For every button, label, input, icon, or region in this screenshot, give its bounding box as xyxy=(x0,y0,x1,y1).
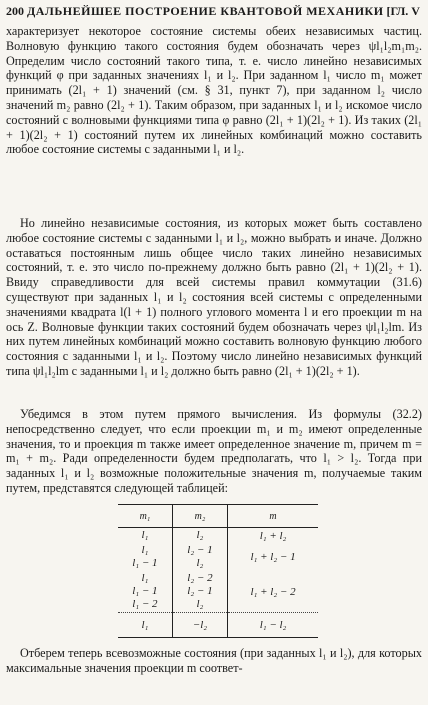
cell-m: l₁ + l₂ xyxy=(228,528,318,544)
column-header-m: m xyxy=(228,505,318,528)
cell-value: l₁ xyxy=(141,529,149,541)
cell-value: l₂ − 1 xyxy=(187,544,213,556)
paragraph-4 xyxy=(6,646,422,676)
cell-m1 xyxy=(118,528,172,544)
paragraph-text: Отберем теперь всевозможные состояния (при заданных l₁ и l₂), для которых максимальные значения проекции m соответ- xyxy=(6,646,422,675)
column-header-m2: m₂ xyxy=(172,505,227,528)
paragraph-3 xyxy=(6,407,422,496)
table-row xyxy=(118,543,318,571)
cell-value: l₁ − 2 xyxy=(132,598,158,610)
cell-value: l₂ − 2 xyxy=(187,572,213,584)
column-header-m1: m₁ xyxy=(118,505,172,528)
chapter-label: [ГЛ. V xyxy=(386,3,420,18)
cell-value: l₂ − 1 xyxy=(187,585,213,597)
paragraph-text: Но линейно независимые состояния, из которых может быть составлено любое состояние системы с заданными l₁ и l₂, можно выбрать и иначе. Должно оставаться постоянным лишь общее число таких линейно независимых состояний, т. е. это число по-прежнему должно быть равно (2l₁ + 1)(2l₂ + 1). Ввиду справедливости для всей системы правил коммутации (31.6) существуют при заданных l₁ и l₂ состояния всей системы с определенными значениями квадрата l(l + 1) полного углового момента l и его проекции m на ось Z. Волновые функции таких состояний будем обозначать через ψl₁l₂lm. Из них путем линейных комбинаций можно составить волновую функцию любого состояния с заданными l₁ и l₂. Поэтому число линейно независимых функций типа ψl₁l₂lm с заданными l₁ и l₂ должно быть равно (2l₁ + 1)(2l₂ + 1). xyxy=(6,216,422,378)
table-row xyxy=(118,613,318,638)
cell-value: l₂ xyxy=(196,598,204,610)
cell-m2 xyxy=(172,613,227,638)
cell-value: l₁ − 1 xyxy=(132,557,158,569)
running-title: ДАЛЬНЕЙШЕЕ ПОСТРОЕНИЕ КВАНТОВОЙ МЕХАНИКИ xyxy=(26,3,384,18)
cell-value: −l₂ xyxy=(192,618,208,631)
cell-m: l₁ + l₂ − 2 xyxy=(228,571,318,613)
cell-m1 xyxy=(118,613,172,638)
paragraph-2 xyxy=(6,216,422,379)
cell-m1 xyxy=(118,571,172,613)
cell-m1 xyxy=(118,543,172,571)
cell-value: l₂ xyxy=(196,557,204,569)
table-row xyxy=(118,571,318,613)
cell-value: l₁ xyxy=(141,544,149,556)
cell-value: l₂ xyxy=(196,529,204,541)
table-row xyxy=(118,528,318,544)
table-header-row xyxy=(118,505,318,528)
cell-m: l₁ − l₂ xyxy=(228,613,318,638)
table xyxy=(118,504,318,638)
cell-m2 xyxy=(172,571,227,613)
cell-value: l₁ − 1 xyxy=(132,585,158,597)
cell-value: l₁ xyxy=(141,618,149,631)
page-header xyxy=(6,2,420,20)
page-number: 200 xyxy=(6,3,24,18)
cell-m2 xyxy=(172,543,227,571)
cell-value: l₁ xyxy=(141,572,149,584)
cell-m: l₁ + l₂ − 1 xyxy=(228,543,318,571)
cell-m2 xyxy=(172,528,227,544)
projection-table xyxy=(118,504,318,634)
paragraph-1 xyxy=(6,24,422,157)
paragraph-text: Убедимся в этом путем прямого вычисления. Из формулы (32.2) непосредственно следует, что если проекции m₁ и m₂ имеют определенные значения, то и проекция m также имеет определенное значение m, причем m = m₁ + m₂. Ради определенности будем предполагать, что l₁ > l₂. Тогда при заданных l₁ и l₂ возможные положительные значения m, получаемые таким путем, представятся следующей таблицей: xyxy=(6,407,422,495)
paragraph-text: характеризует некоторое состояние системы обеих независимых частиц. Волновую функцию такого состояния будем обозначать через ψl₁l₂m₁m₂. Определим число состояний такого типа, т. е. число линейно независимых функций φ при заданных значениях l₁ и l₂. При заданном l₁ число m₁ может принимать (2l₁ + 1) значений (см. § 31, пункт 7), при заданном l₂ число значений m₂ равно (2l₂ + 1). Таким образом, при заданных l₁ и l₂ искомое число состояний с волновыми функциями типа φ равно (2l₁ + 1)(2l₂ + 1). Из таких (2l₁ + 1)(2l₂ + 1) состояний путем их линейных комбинаций можно составить любое состояние системы с заданными l₁ и l₂. xyxy=(6,24,422,157)
